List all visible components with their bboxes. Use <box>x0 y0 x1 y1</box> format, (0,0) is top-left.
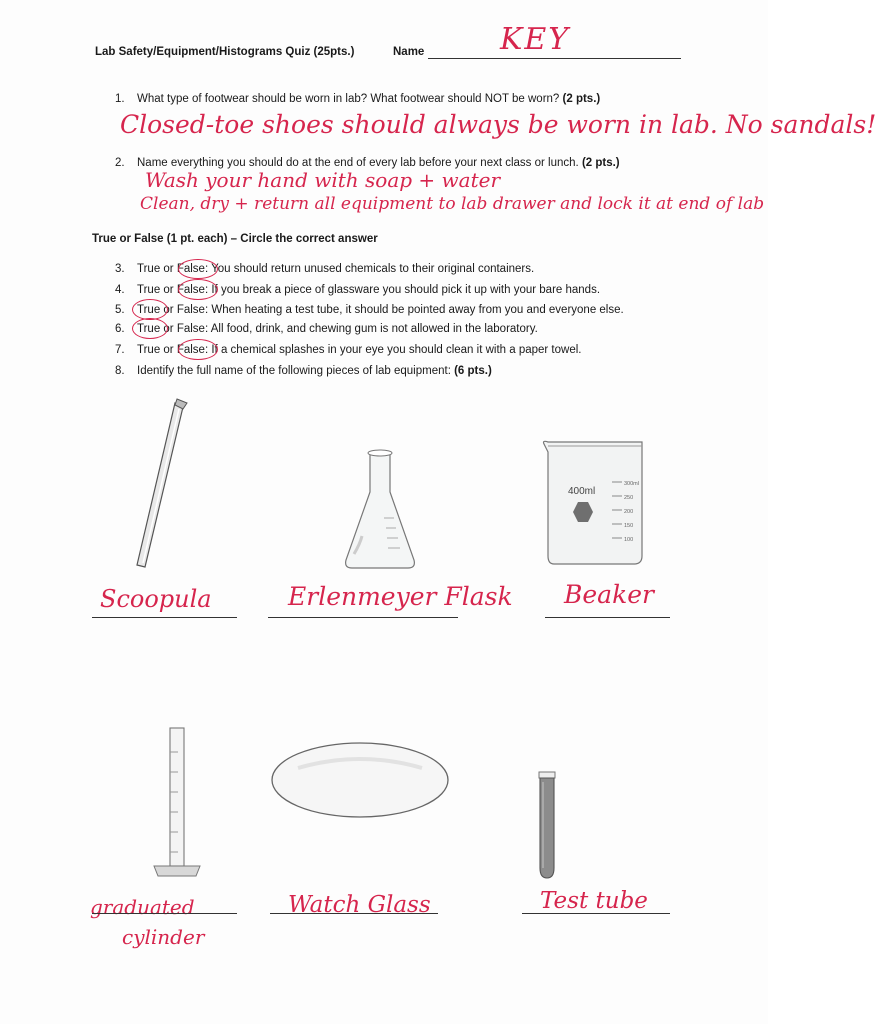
answer-test-tube-handwritten: Test tube <box>540 888 648 914</box>
watch-glass-icon <box>268 738 452 822</box>
question-text: Identify the full name of the following pieces of lab equipment: <box>137 365 451 377</box>
beaker-tick-label: 200 <box>624 509 634 515</box>
answer-circle-true <box>132 318 168 339</box>
true-false-prefix: True or False: <box>137 284 209 296</box>
beaker-tick-label: 300ml <box>624 481 639 487</box>
answer-line <box>92 913 237 914</box>
item-number: 6. <box>115 323 125 335</box>
answer-cylinder-handwritten-line1: graduated <box>90 895 195 919</box>
answer-watch-glass-handwritten: Watch Glass <box>288 892 431 918</box>
quiz-title: Lab Safety/Equipment/Histograms Quiz (25pts.) <box>95 46 355 58</box>
item-text: If a chemical splashes in your eye you should clean it with a paper towel. <box>211 344 582 356</box>
erlenmeyer-flask-icon <box>340 448 420 574</box>
beaker-tick-label: 250 <box>624 495 634 501</box>
beaker-tick-label: 100 <box>624 537 634 543</box>
tf-item-5 <box>115 303 624 317</box>
answer-circle-false <box>178 339 218 360</box>
item-text: When heating a test tube, it should be pointed away from you and everyone else. <box>211 304 624 316</box>
question-number: 2. <box>115 157 125 169</box>
answer-circle-false <box>178 259 218 279</box>
answer-line <box>270 913 438 914</box>
question-number: 1. <box>115 93 125 105</box>
tf-item-6 <box>115 322 538 336</box>
item-text: You should return unused chemicals to their original containers. <box>211 263 535 275</box>
answer-1-handwritten: Closed-toe shoes should always be worn in lab. No sandals! <box>120 110 876 139</box>
answer-circle-false <box>178 279 218 300</box>
answer-circle-true <box>132 299 168 320</box>
true-false-prefix: True or False: <box>137 344 209 356</box>
item-number: 7. <box>115 344 125 356</box>
answer-line <box>268 617 458 618</box>
answer-line <box>92 617 237 618</box>
answer-flask-handwritten: Erlenmeyer Flask <box>288 582 513 611</box>
beaker-volume-label: 400ml <box>568 486 596 497</box>
name-underline <box>428 58 681 59</box>
answer-cylinder-handwritten-line2: cylinder <box>122 925 205 949</box>
test-tube-icon <box>532 770 562 882</box>
question-1 <box>115 92 600 106</box>
answer-beaker-handwritten: Beaker <box>564 580 654 609</box>
question-text: What type of footwear should be worn in lab? What footwear should NOT be worn? <box>137 93 560 105</box>
question-8 <box>115 364 492 378</box>
true-false-prefix: True or False: <box>137 263 209 275</box>
answer-line <box>545 617 670 618</box>
beaker-tick-label: 150 <box>624 523 634 529</box>
answer-2-line2-handwritten: Clean, dry + return all equipment to lab drawer and lock it at end of lab <box>140 194 765 214</box>
key-handwritten: KEY <box>500 22 571 57</box>
item-number: 5. <box>115 304 125 316</box>
beaker-icon <box>540 438 650 568</box>
true-false-prefix: True or False: <box>137 304 209 316</box>
item-number: 3. <box>115 263 125 275</box>
question-points: (6 pts.) <box>454 365 492 377</box>
graduated-cylinder-icon <box>148 722 208 880</box>
question-text: Name everything you should do at the end of every lab before your next class or lunch. <box>137 157 579 169</box>
answer-scoopula-handwritten: Scoopula <box>100 585 212 613</box>
true-false-prefix: True or False: <box>137 323 209 335</box>
name-label: Name <box>393 46 425 58</box>
item-text: If you break a piece of glassware you should pick it up with your bare hands. <box>211 284 601 296</box>
answer-2-line1-handwritten: Wash your hand with soap + water <box>145 168 500 192</box>
question-points: (2 pts.) <box>581 157 620 169</box>
answer-line <box>522 913 670 914</box>
question-points: (2 pts.) <box>562 93 601 105</box>
true-false-heading: True or False (1 pt. each) – Circle the correct answer <box>92 233 378 245</box>
question-number: 8. <box>115 365 125 377</box>
item-text: All food, drink, and chewing gum is not allowed in the laboratory. <box>210 323 538 335</box>
scoopula-icon <box>125 395 195 575</box>
item-number: 4. <box>115 284 125 296</box>
